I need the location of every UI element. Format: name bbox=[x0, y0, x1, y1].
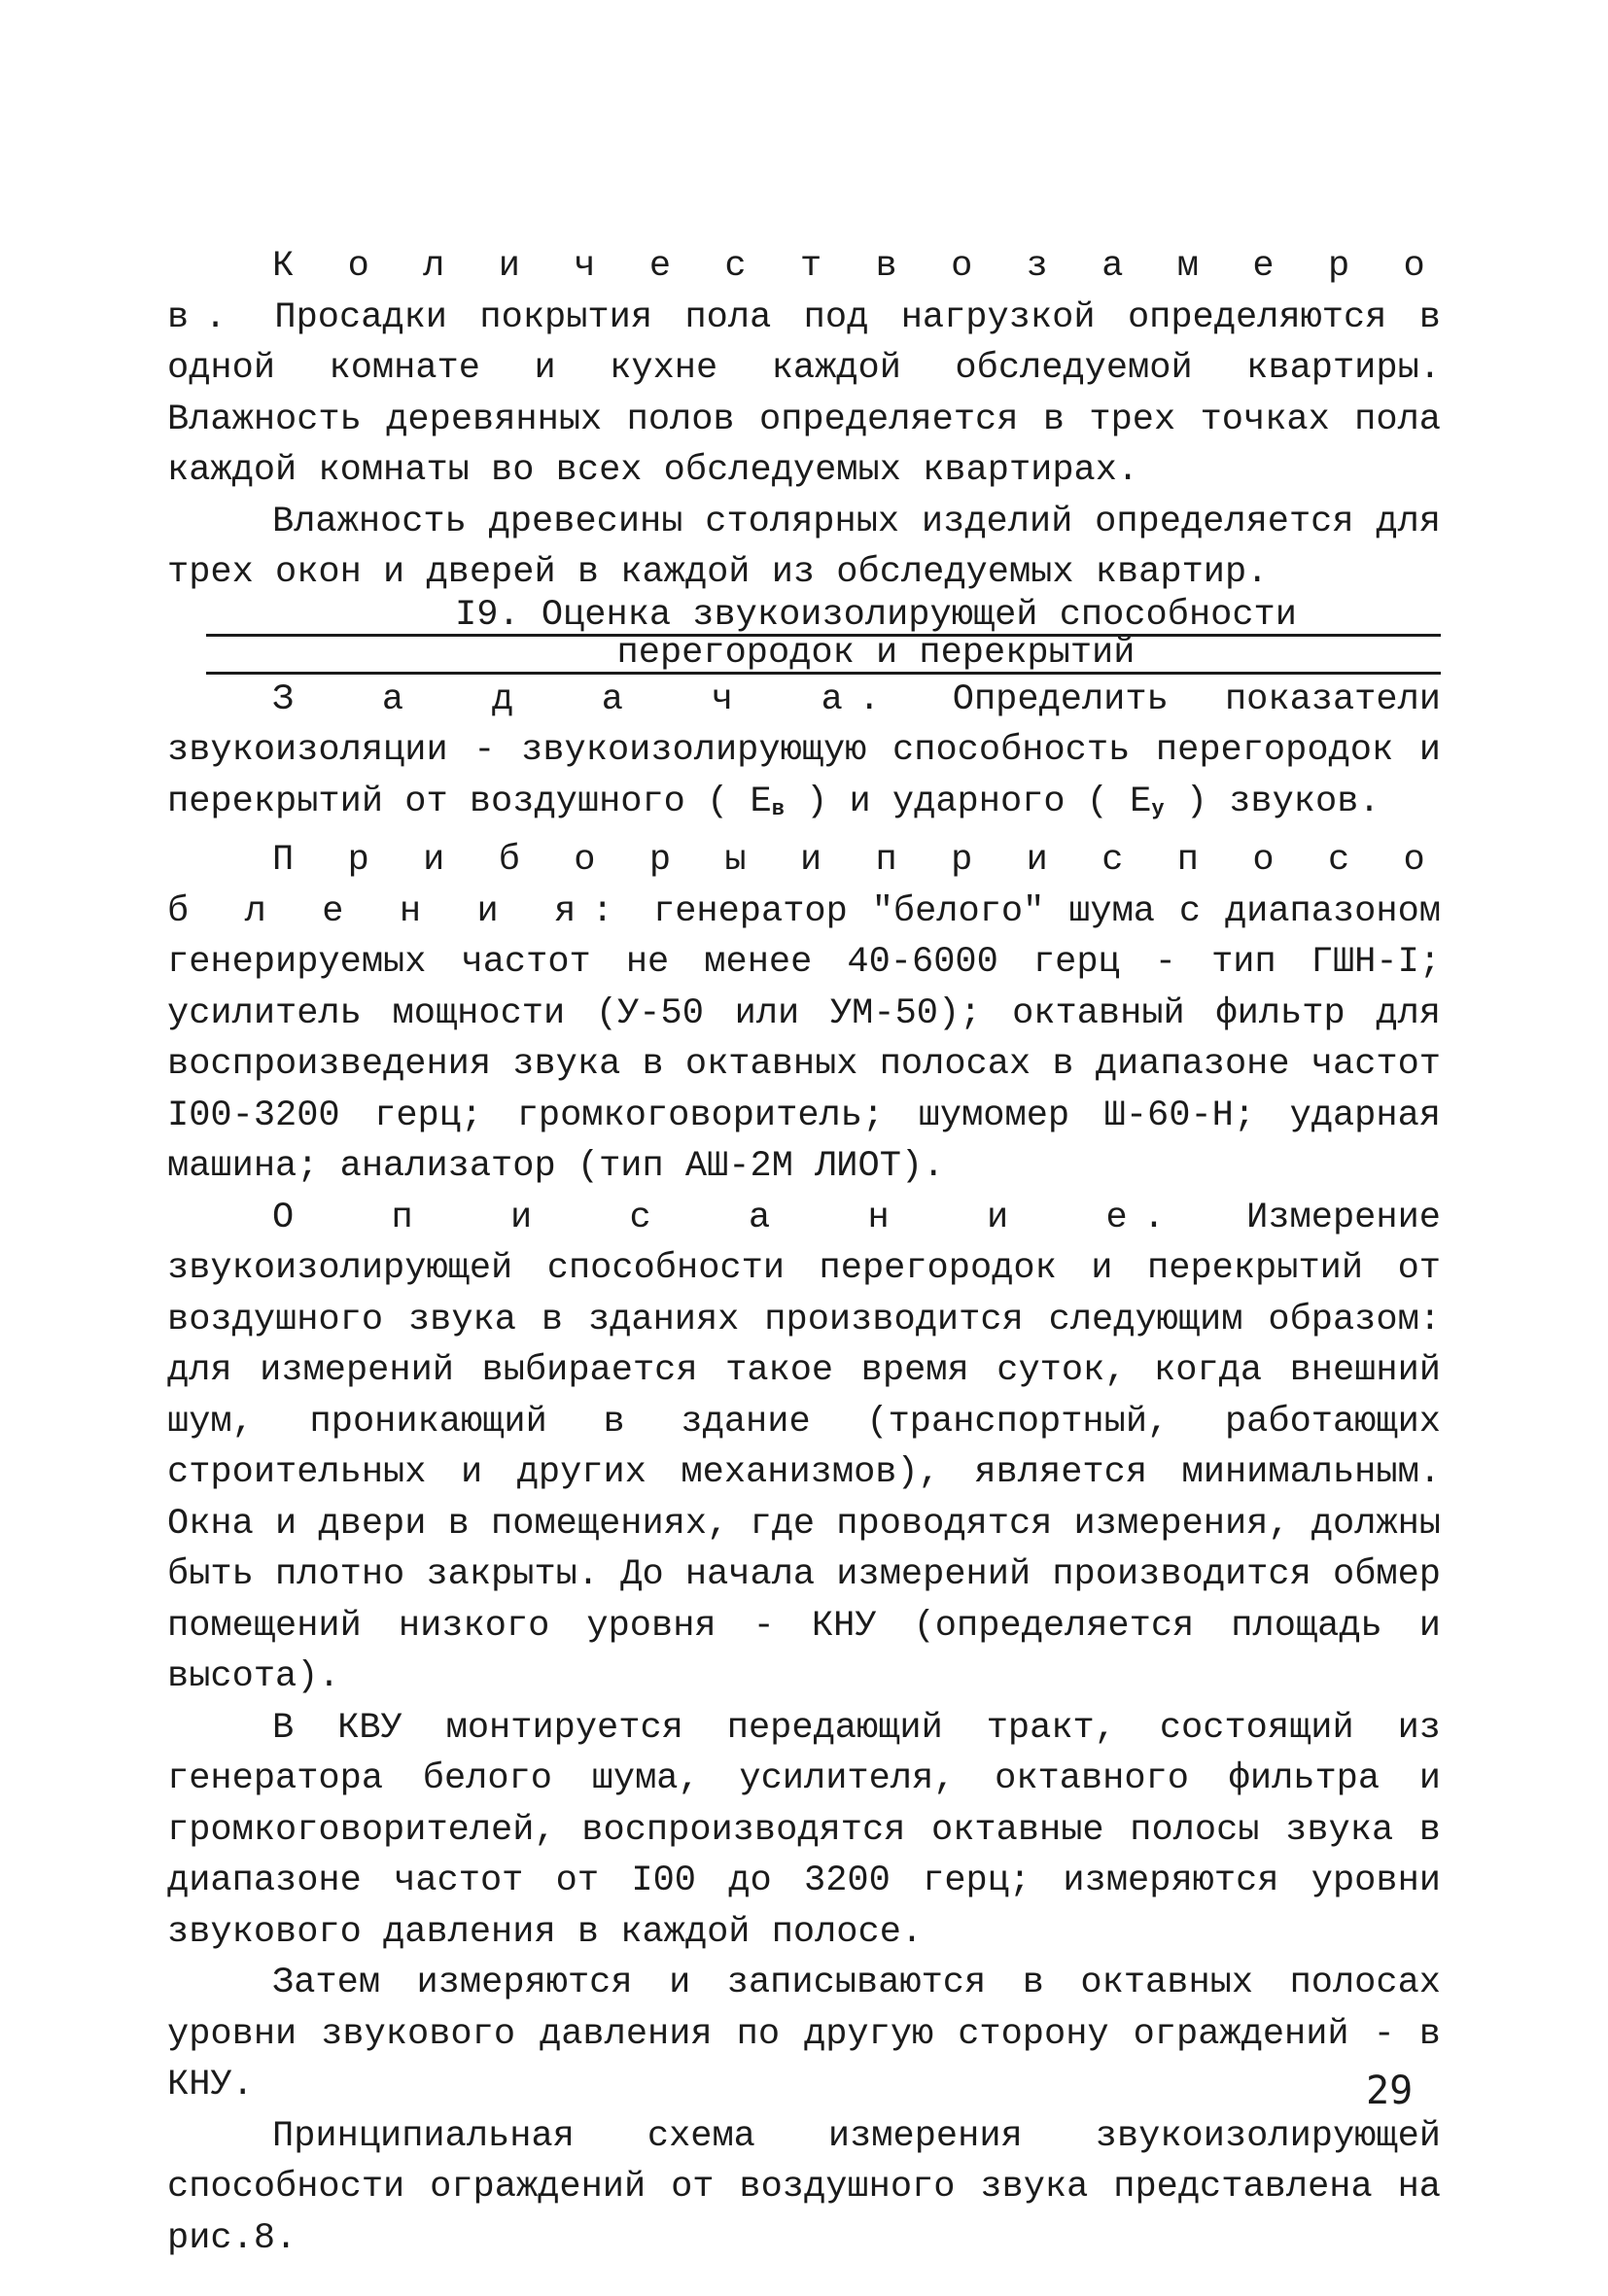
paragraph-scheme: Принципиальная схема измерения звукоизолирующей способности ограждений от воздушного звука представлена на рис.8. bbox=[167, 2115, 1441, 2259]
paragraph-devices bbox=[167, 835, 1441, 1193]
run-in-heading: К о л и ч е с т в о з а м е р о в. bbox=[167, 246, 1441, 338]
subscript-airborne: в bbox=[771, 796, 785, 821]
section-heading-line2: перегородок и перекрытий bbox=[206, 637, 1441, 675]
page-number: 29 bbox=[1366, 2069, 1414, 2113]
paragraph-text: ) и ударного ( E bbox=[784, 781, 1152, 822]
run-in-heading: О п и с а н и е. bbox=[272, 1197, 1181, 1238]
paragraph-text: Определить показатели звукоизоляции - звукоизолирующую способность перегородок и перекрытий от воздушного ( E bbox=[167, 678, 1441, 822]
paragraph-then: Затем измеряются и записываются в октавных полосах уровни звукового давления по другую сторону ограждений - в КНУ. bbox=[167, 1963, 1441, 2105]
paragraph-description bbox=[167, 1193, 1441, 1703]
subscript-impact: у bbox=[1151, 796, 1165, 821]
paragraph-text: генератор "белого" шума с диапазоном генерируемых частот не менее 40-6000 герц - тип ГШН-I; усилитель мощности (У-50 или УМ-50); октавный фильтр для воспроизведения звука в октавных полосах в диапазоне частот I00-3200 герц; громкоговоритель; шумомер Ш-60-Н; ударная машина; анализатор (тип АШ-2М ЛИОТ). bbox=[167, 890, 1442, 1187]
paragraph-text: Просадки покрытия пола под нагрузкой определяются в одной комнате и кухне каждой обследуемой квартиры. Влажность деревянных полов определяется в трех точках пола каждой комнаты во всех обследуемых квартирах. bbox=[167, 296, 1441, 491]
run-in-heading: П р и б о р ы и п р и с п о с о б л е н и я: bbox=[167, 840, 1441, 932]
section-heading bbox=[167, 594, 1441, 675]
paragraph-text: ) звуков. bbox=[1164, 781, 1381, 822]
body-text bbox=[167, 241, 1441, 2264]
paragraph-text: Измерение звукоизолирующей способности перегородок и перекрытий от воздушного звука в зданиях производится следующим образом: для измерений выбирается такое время суток, когда внешний шум, проникающий в здание (транспортный, работающих строительных и других механизмов), является минимальным. Окна и двери в помещениях, где проводятся измерения, должны быть плотно закрыты. До начала измерений производится обмер помещений низкого уровня - КНУ (определяется площадь и высота). bbox=[167, 1197, 1442, 1697]
paragraph-task bbox=[167, 675, 1441, 836]
run-in-heading: З а д а ч а. bbox=[272, 678, 896, 720]
section-heading-line1: I9. Оценка звукоизолирующей способности bbox=[206, 599, 1441, 637]
paragraph-measurements-count bbox=[167, 241, 1441, 497]
paragraph-wood-moisture: Влажность древесины столярных изделий определяется для трех окон и дверей в каждой из обследуемых квартир. bbox=[167, 501, 1441, 593]
paragraph-kvu: В КВУ монтируется передающий тракт, состоящий из генератора белого шума, усилителя, октавного фильтра и громкоговорителей, воспроизводятся октавные полосы звука в диапазоне частот от I00 до 3200 герц; измеряются уровни звукового давления в каждой полосе. bbox=[167, 1707, 1441, 1953]
